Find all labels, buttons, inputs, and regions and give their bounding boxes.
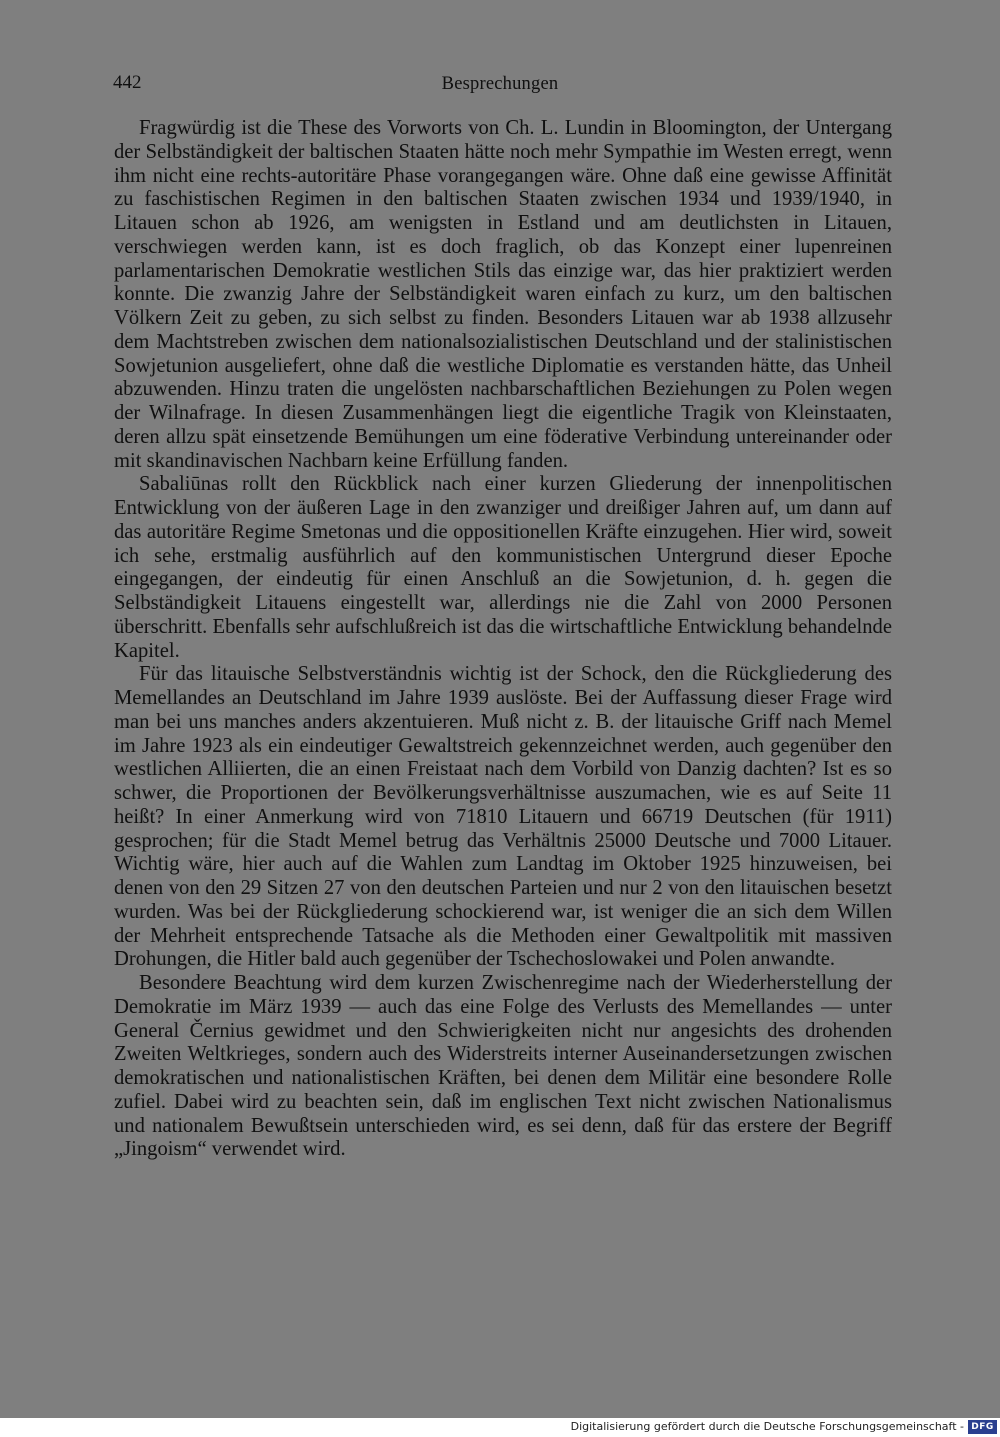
paragraph: Sabaliūnas rollt den Rückblick nach einer kurzen Gliederung der innenpolitischen Entwicklung von der äußeren Lage in den zwanziger und dreißiger Jahren auf, um dann auf das autoritäre Regime Smetonas und die oppositionellen Kräfte einzugehen. Hier wird, soweit ich sehe, erstmalig ausführlich auf den kommunistischen Untergrund dieser Epoche eingegangen, der eindeutig für einen Anschluß an die Sowjetunion, d. h. gegen die Selbständigkeit Litauens eingestellt war, allerdings nie die Zahl von 2000 Personen überschritt. Ebenfalls sehr aufschlußreich ist das die wirtschaftliche Entwicklung behandelnde Kapitel. — [114, 473, 892, 662]
paragraph: Fragwürdig ist die These des Vorworts von Ch. L. Lundin in Bloomington, der Untergang der Selbständigkeit der baltischen Staaten hätte noch mehr Sympathie im Westen erregt, wenn ihm nicht eine rechts-autoritäre Phase vorangegangen wäre. Ohne daß eine gewisse Affinität zu faschistischen Regimen in den baltischen Staaten zwischen 1934 und 1939/1940, in Litauen schon ab 1926, am wenigsten in Estland und am deutlichsten in Litauen, verschwiegen werden kann, ist es doch fraglich, ob das Konzept einer lupenreinen parlamentarischen Demokratie westlichen Stils das einzige war, das hier praktiziert werden konnte. Die zwanzig Jahre der Selbständigkeit waren einfach zu kurz, um den baltischen Völkern Zeit zu geben, zu sich selbst zu finden. Besonders Litauen war ab 1938 allzusehr dem Machtstreben zwischen dem nationalsozialistischen Deutschland und der stalinistischen Sowjetunion ausgeliefert, ohne daß die westliche Diplomatie es verstanden hätte, das Unheil abzuwenden. Hinzu traten die ungelösten nachbarschaftlichen Beziehungen zu Polen wegen der Wilnafrage. In diesen Zusammenhängen liegt die eigentliche Tragik von Kleinstaaten, deren allzu spät einsetzende Bemühungen um eine föderative Verbindung untereinander oder mit skandinavischen Nachbarn keine Erfüllung fanden. — [114, 117, 892, 472]
page-number: 442 — [113, 72, 142, 93]
running-head: Besprechungen — [441, 74, 559, 94]
paragraph: Für das litauische Selbstverständnis wichtig ist der Schock, den die Rückgliederung des Memellandes an Deutschland im Jahre 1939 auslöste. Bei der Auffassung dieser Frage wird man bei uns manches anders akzentuieren. Muß nicht z. B. der litauische Griff nach Memel im Jahre 1923 als ein eindeutiger Gewaltstreich gekennzeichnet werden, auch gegenüber den westlichen Alliierten, die an einen Freistaat nach dem Vorbild von Danzig dachten? Ist es so schwer, die Proportionen der Bevölkerungsverhältnisse auszumachen, wie es auf Seite 11 heißt? In einer Anmerkung wird von 71810 Litauern und 66719 Deutschen (für 1911) gesprochen; für die Stadt Memel betrug das Verhältnis 25000 Deutsche und 7000 Litauer. Wichtig wäre, hier auch auf die Wahlen zum Landtag im Oktober 1925 hinzuweisen, bei denen von den 29 Sitzen 27 von den deutschen Parteien und nur 2 von den litauischen besetzt wurden. Was bei der Rückgliederung schockierend war, ist weniger die an sich dem Willen der Mehrheit entsprechende Tatsache als die Methoden einer Gewaltpolitik mit massiven Drohungen, die Hitler bald auch gegenüber der Tschechoslowakei und Polen anwandte. — [114, 663, 892, 971]
dfg-logo: DFG — [968, 1420, 997, 1434]
funding-notice: Digitalisierung gefördert durch die Deutsche Forschungsgemeinschaft - — [570, 1420, 964, 1433]
footer-bar — [0, 1418, 1000, 1437]
paragraph: Besondere Beachtung wird dem kurzen Zwischenregime nach der Wiederherstellung der Demokratie im März 1939 — auch das eine Folge des Verlusts des Memellandes — unter General Černius gewidmet und den Schwierigkeiten nicht nur angesichts des drohenden Zweiten Weltkrieges, sondern auch des Widerstreits interner Auseinandersetzungen zwischen demokratischen und nationalistischen Kräften, bei denen dem Militär eine besondere Rolle zufiel. Dabei wird zu beachten sein, daß im englischen Text nicht zwischen Nationalismus und nationalem Bewußtsein unterschieden wird, es sei denn, daß für das erstere der Begriff „Jingoism“ verwendet wird. — [114, 972, 892, 1161]
body-text — [114, 117, 892, 1162]
